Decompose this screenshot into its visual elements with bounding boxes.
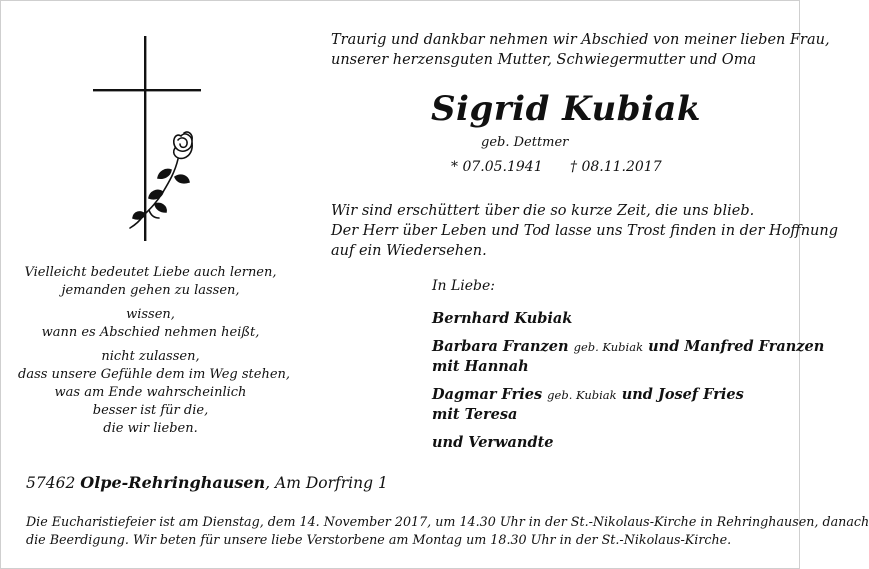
poem-stanza — [18, 348, 291, 438]
poem-stanza — [18, 264, 283, 300]
mourner-partner: und Josef Fries — [621, 386, 744, 403]
poem-line: jemanden gehen zu lassen, — [61, 283, 240, 298]
funeral-line: Die Eucharistiefeier ist am Dienstag, dem 14. November 2017, um 14.30 Uhr in der St.-Nikolaus-Kirche in Rehringhausen, danach — [26, 514, 869, 529]
message-line: Der Herr über Leben und Tod lasse uns Trost finden in der Hoffnung — [331, 223, 838, 239]
poem-line: besser ist für die, — [92, 403, 209, 418]
message-line: auf ein Wiedersehen. — [331, 243, 487, 259]
condolence-message — [331, 201, 838, 261]
family-address — [26, 473, 388, 492]
intro-text — [331, 30, 830, 70]
poem-line: dass unsere Gefühle dem im Weg stehen, — [18, 367, 291, 382]
birth-date: * 07.05.1941 — [451, 159, 543, 175]
message-line: Wir sind erschüttert über die so kurze Zeit, die uns blieb. — [331, 203, 755, 219]
poem-line: Vielleicht bedeutet Liebe auch lernen, — [24, 265, 277, 280]
address-zip: 57462 — [26, 474, 76, 492]
poem-line: was am Ende wahrscheinlich — [54, 385, 247, 400]
deceased-name: Sigrid Kubiak — [431, 89, 701, 129]
mourner-name: Bernhard Kubiak — [432, 310, 573, 327]
poem-line: wann es Abschied nehmen heißt, — [41, 325, 260, 340]
poem — [18, 264, 291, 444]
mourner-entry — [432, 309, 792, 329]
intro-line: unserer herzensguten Mutter, Schwiegermutter und Oma — [331, 52, 757, 68]
mourner-list — [432, 309, 825, 461]
death-date: † 08.11.2017 — [570, 159, 662, 175]
poem-line: wissen, — [126, 307, 175, 322]
mourner-family: mit Hannah — [432, 358, 529, 375]
poem-line: die wir lieben. — [103, 421, 198, 436]
born-name: geb. Dettmer — [481, 135, 569, 150]
mourner-family: mit Teresa — [432, 406, 518, 423]
mourner-entry — [432, 337, 825, 377]
cross-rose-emblem — [85, 32, 205, 244]
mourner-entry — [432, 385, 792, 425]
mourner-name: Dagmar Fries — [432, 386, 543, 403]
funeral-line: die Beerdigung. Wir beten für unsere liebe Verstorbene am Montag um 18.30 Uhr in der St.-Nikolaus-Kirche. — [26, 532, 732, 547]
mourner-partner: und Manfred Franzen — [648, 338, 825, 355]
mourner-entry — [432, 433, 792, 453]
funeral-info — [26, 513, 869, 549]
in-love-label: In Liebe: — [432, 278, 496, 294]
mourner-born-name: geb. Kubiak — [573, 340, 644, 354]
rose-icon — [130, 132, 192, 228]
address-place: Olpe-Rehringhausen — [80, 473, 266, 492]
address-street: , Am Dorfring 1 — [265, 474, 388, 492]
mourner-born-name: geb. Kubiak — [547, 388, 617, 402]
mourner-name: und Verwandte — [432, 434, 554, 451]
poem-stanza — [18, 306, 283, 342]
mourner-name: Barbara Franzen — [432, 338, 569, 355]
poem-line: nicht zulassen, — [101, 349, 200, 364]
intro-line: Traurig und dankbar nehmen wir Abschied von meiner lieben Frau, — [331, 32, 830, 48]
